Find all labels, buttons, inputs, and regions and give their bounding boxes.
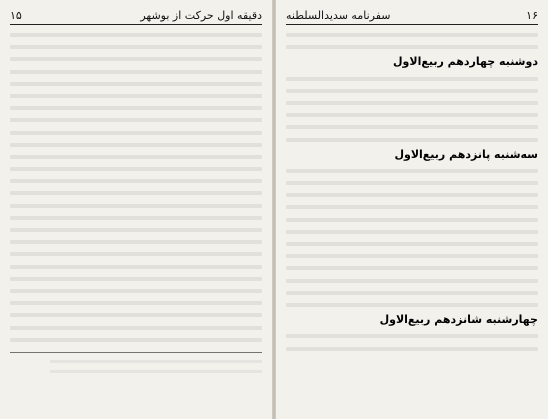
text-line (286, 134, 538, 146)
text-line (10, 187, 262, 199)
text-line (286, 330, 538, 342)
left-page-lines (10, 29, 262, 346)
footnote-line (10, 357, 262, 367)
text-line (10, 297, 262, 309)
right-page-header-title: سفرنامه سدیدالسلطنه (286, 8, 391, 22)
left-page (0, 0, 272, 419)
text-line (10, 66, 262, 78)
text-line (10, 212, 262, 224)
text-line (286, 343, 538, 355)
text-line (286, 189, 538, 201)
right-page-body (286, 29, 538, 355)
left-page-number: ۱۵ (10, 8, 22, 22)
text-line (10, 175, 262, 187)
text-line (10, 273, 262, 285)
text-line (10, 41, 262, 53)
text-line (286, 238, 538, 250)
text-line (286, 201, 538, 213)
right-page (276, 0, 548, 419)
text-line (286, 97, 538, 109)
text-line (286, 177, 538, 189)
section-1-lines (286, 73, 538, 146)
section-2-lines (286, 165, 538, 311)
text-line (10, 248, 262, 260)
left-page-body (10, 29, 262, 346)
text-line (286, 73, 538, 85)
text-line (286, 287, 538, 299)
text-line (286, 214, 538, 226)
text-line (10, 163, 262, 175)
left-page-footnotes (10, 357, 262, 377)
text-line (10, 102, 262, 114)
text-line (286, 262, 538, 274)
text-line (10, 261, 262, 273)
text-line (286, 165, 538, 177)
section-heading-3: چهارشنبه شانزدهم ربیع‌الاول (379, 313, 538, 327)
text-line (10, 114, 262, 126)
footnote-line (10, 367, 262, 377)
left-page-header (10, 6, 262, 25)
left-page-footnote-divider (10, 352, 262, 353)
text-line (10, 334, 262, 346)
text-line (10, 285, 262, 297)
text-line (10, 127, 262, 139)
text-line (286, 121, 538, 133)
right-page-header (286, 6, 538, 25)
text-line (286, 275, 538, 287)
text-line (286, 109, 538, 121)
section-heading-2: سه‌شنبه پانزدهم ربیع‌الاول (394, 147, 538, 161)
text-line (10, 90, 262, 102)
text-line (10, 200, 262, 212)
text-line (286, 41, 538, 53)
text-line (10, 139, 262, 151)
text-line (286, 29, 538, 41)
left-page-header-title: دقیقه اول حرکت از بوشهر (140, 8, 262, 22)
text-line (10, 224, 262, 236)
text-line (286, 85, 538, 97)
text-line (10, 309, 262, 321)
text-line (286, 226, 538, 238)
text-line (10, 53, 262, 65)
text-line (10, 29, 262, 41)
text-line (10, 236, 262, 248)
text-line (286, 299, 538, 311)
section-3-lines (286, 330, 538, 354)
text-line (10, 322, 262, 334)
text-line (286, 250, 538, 262)
section-heading-1: دوشنبه چهاردهم ربیع‌الاول (393, 55, 538, 69)
text-line (10, 151, 262, 163)
right-page-number: ۱۶ (526, 8, 538, 22)
text-line (10, 78, 262, 90)
